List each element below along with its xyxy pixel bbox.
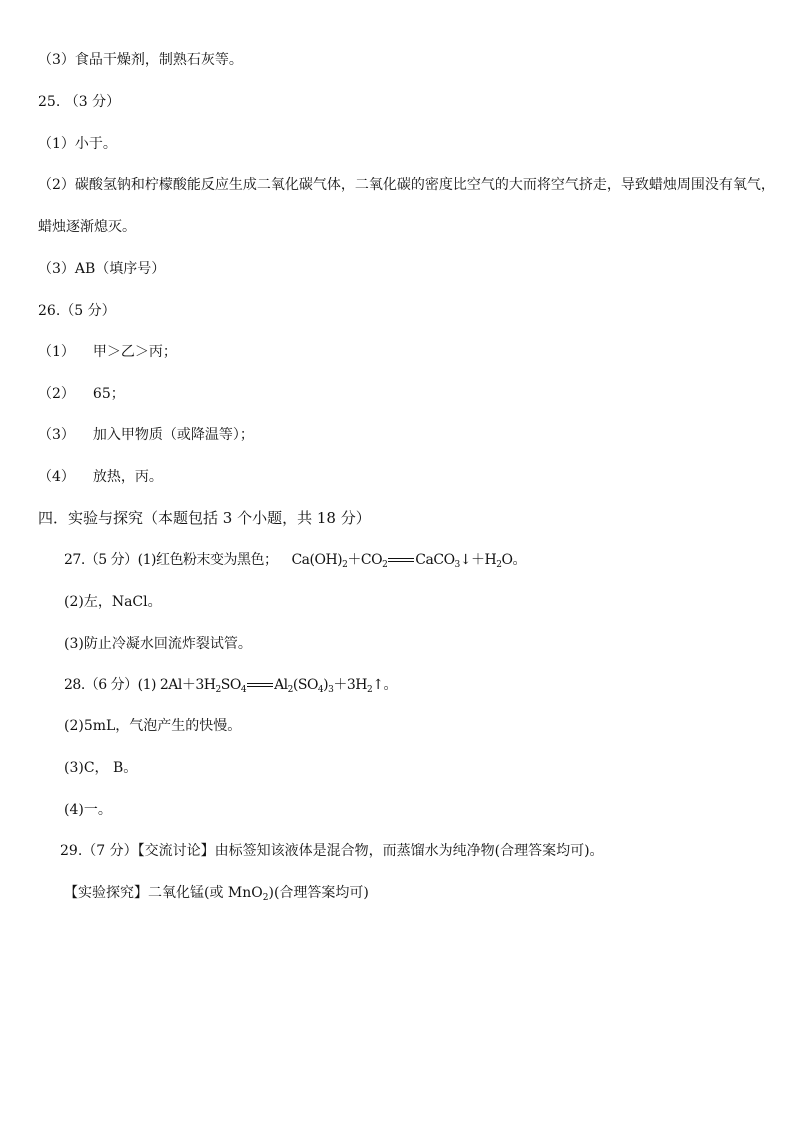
q26-item-num: （2） [38,386,75,402]
q26-item-num: （3） [38,427,75,443]
q26-item-num: （4） [38,469,75,485]
q27-answer-1 [64,551,526,569]
equals-sign-icon [388,558,414,562]
q25-answer-3: （3）AB（填序号） [38,261,166,277]
q26-item-text: 甲＞乙＞丙； [92,344,177,360]
q28-answer-2: (2)5mL，气泡产生的快慢。 [64,718,242,734]
q27-answer-3: (3)防止冷凝水回流炸裂试管。 [64,636,252,652]
q24-answer-3: （3）食品干燥剂，制熟石灰等。 [38,52,243,68]
q26-item-4 [38,468,163,486]
q25-header: 25. （3 分） [38,94,121,110]
q25-answer-2-line2: 蜡烛逐渐熄灭。 [38,219,136,235]
q29-answer-1: 29.（7 分）【交流讨论】由标签知该液体是混合物，而蒸馏水为纯净物(合理答案均可)。 [60,843,604,859]
q26-item-text: 加入甲物质（或降温等）； [92,427,254,443]
section-4-title: 四．实验与探究（本题包括 3 个小题，共 18 分） [38,509,371,527]
q25-answer-2-line1: （2）碳酸氢钠和柠檬酸能反应生成二氧化碳气体，二氧化碳的密度比空气的大而将空气挤走，导致蜡烛周围没有氧气， [38,177,775,193]
q27-equation: $Ca(OH)_2+CO_2$ $CaCO_3↓+H_2O$。 [291,552,526,570]
q28-answer-3: (3)C， B。 [64,760,138,776]
q25-answer-1: （1）小于。 [38,136,117,152]
q28-answer-1: 28.（6 分）(1) $2Al+3H_2SO_4$ $Al_2(SO_4)_3+3H_2↑$。 [64,677,397,695]
q26-header: 26.（5 分） [38,303,116,319]
q26-item-1 [38,343,177,361]
q27-answer-1-text: 27.（5 分）(1)红色粉末变为黑色； [64,552,278,568]
q26-item-text: 65； [92,386,125,402]
q26-item-text: 放热，丙。 [92,469,163,485]
q26-item-num: （1） [38,344,75,360]
q26-item-2 [38,385,125,403]
q28-answer-4: (4)一。 [64,802,112,818]
q27-answer-2: (2)左，NaCl。 [64,594,162,610]
q29-answer-2: 【实验探究】二氧化锰(或 MnO$_2$)(合理答案均可) [64,885,369,903]
equals-sign-icon [247,683,273,687]
q26-item-3 [38,426,254,444]
